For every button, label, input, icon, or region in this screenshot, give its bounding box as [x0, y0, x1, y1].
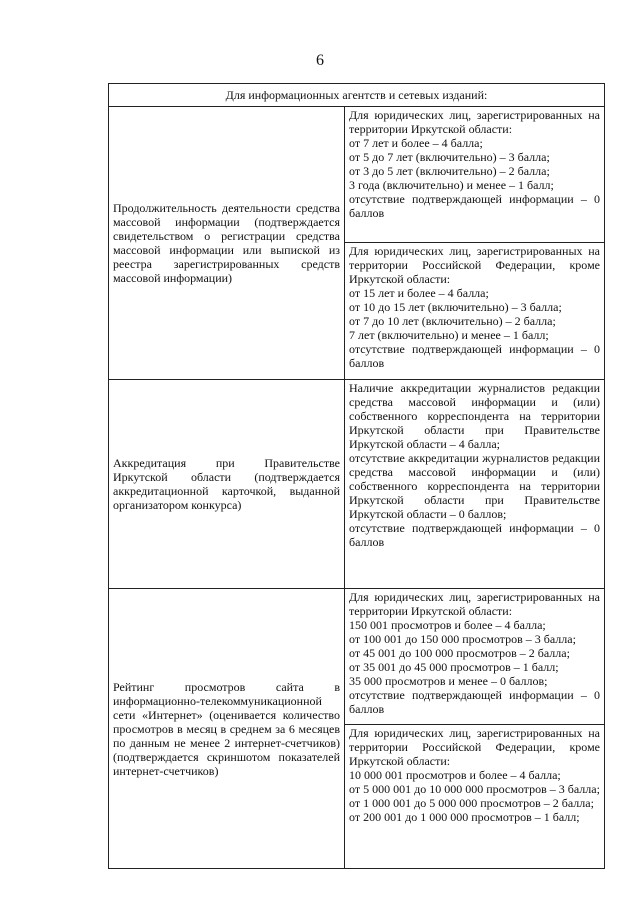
- score-intro: Для юридических лиц, зарегистрированных на территории Иркутской области:: [349, 590, 600, 618]
- score-line: отсутствие аккредитации журналистов редакции средства массовой информации и (или) собственного корреспондента на территории Иркутской области при Правительстве Иркутской области – 0 баллов;: [349, 451, 600, 521]
- score-line: от 35 001 до 45 000 просмотров – 1 балл;: [349, 660, 559, 674]
- score-line: отсутствие подтверждающей информации – 0 баллов: [349, 688, 600, 716]
- score-line: от 15 лет и более – 4 балла;: [349, 286, 489, 300]
- score-line: от 5 000 001 до 10 000 000 просмотров – 3 балла;: [349, 782, 600, 796]
- score-line: отсутствие подтверждающей информации – 0 баллов: [349, 192, 600, 220]
- score-block: [345, 725, 605, 869]
- score-line: от 45 001 до 100 000 просмотров – 2 балла;: [349, 646, 570, 660]
- score-intro: Для юридических лиц, зарегистрированных на территории Иркутской области:: [349, 108, 600, 136]
- score-line: 3 года (включительно) и менее – 1 балл;: [349, 178, 554, 192]
- criterion-row: [109, 589, 605, 725]
- score-block: [345, 107, 605, 243]
- section-header-row: [109, 84, 605, 107]
- criteria-table: [108, 83, 605, 869]
- score-line: от 1 000 001 до 5 000 000 просмотров – 2 балла;: [349, 796, 594, 810]
- score-block: [345, 243, 605, 380]
- score-line: от 10 до 15 лет (включительно) – 3 балла;: [349, 300, 562, 314]
- score-block: [345, 589, 605, 725]
- score-line: от 7 до 10 лет (включительно) – 2 балла;: [349, 314, 556, 328]
- page-number: 6: [316, 52, 324, 69]
- criterion-cell: Продолжительность деятельности средства массовой информации (подтверждается свидетельством о регистрации средства массовой информации или выпиской из реестра зарегистрированных средств массовой информации): [109, 107, 345, 380]
- criterion-row: [109, 107, 605, 243]
- criterion-cell: Аккредитация при Правительстве Иркутской области (подтверждается аккредитационной карточкой, выданной организатором конкурса): [109, 380, 345, 589]
- score-intro: Для юридических лиц, зарегистрированных на территории Российской Федерации, кроме Иркутской области:: [349, 726, 600, 768]
- score-line: от 3 до 5 лет (включительно) – 2 балла;: [349, 164, 550, 178]
- score-line: отсутствие подтверждающей информации – 0 баллов: [349, 521, 600, 549]
- criterion-row: [109, 380, 605, 589]
- score-line: 10 000 001 просмотров и более – 4 балла;: [349, 768, 561, 782]
- score-line: 150 001 просмотров и более – 4 балла;: [349, 618, 546, 632]
- score-line: от 200 001 до 1 000 000 просмотров – 1 балл;: [349, 810, 580, 824]
- criterion-cell: Рейтинг просмотров сайта в информационно-телекоммуникационной сети «Интернет» (оценивается количество просмотров в месяц в среднем за 6 месяцев по данным не менее 2 интернет-счетчиков) (подтверждается скриншотом показателей интернет-счетчиков): [109, 589, 345, 869]
- score-block: [345, 380, 605, 589]
- score-line: от 100 001 до 150 000 просмотров – 3 балла;: [349, 632, 576, 646]
- score-line: отсутствие подтверждающей информации – 0 баллов: [349, 342, 600, 370]
- section-header: Для информационных агентств и сетевых изданий:: [109, 84, 605, 107]
- score-intro: Для юридических лиц, зарегистрированных на территории Российской Федерации, кроме Иркутской области:: [349, 244, 600, 286]
- score-line: 35 000 просмотров и менее – 0 баллов;: [349, 674, 548, 688]
- score-line: Наличие аккредитации журналистов редакции средства массовой информации и (или) собственного корреспондента на территории Иркутской области при Правительстве Иркутской области – 4 балла;: [349, 381, 600, 451]
- score-line: от 5 до 7 лет (включительно) – 3 балла;: [349, 150, 550, 164]
- score-line: от 7 лет и более – 4 балла;: [349, 136, 483, 150]
- score-line: 7 лет (включительно) и менее – 1 балл;: [349, 328, 549, 342]
